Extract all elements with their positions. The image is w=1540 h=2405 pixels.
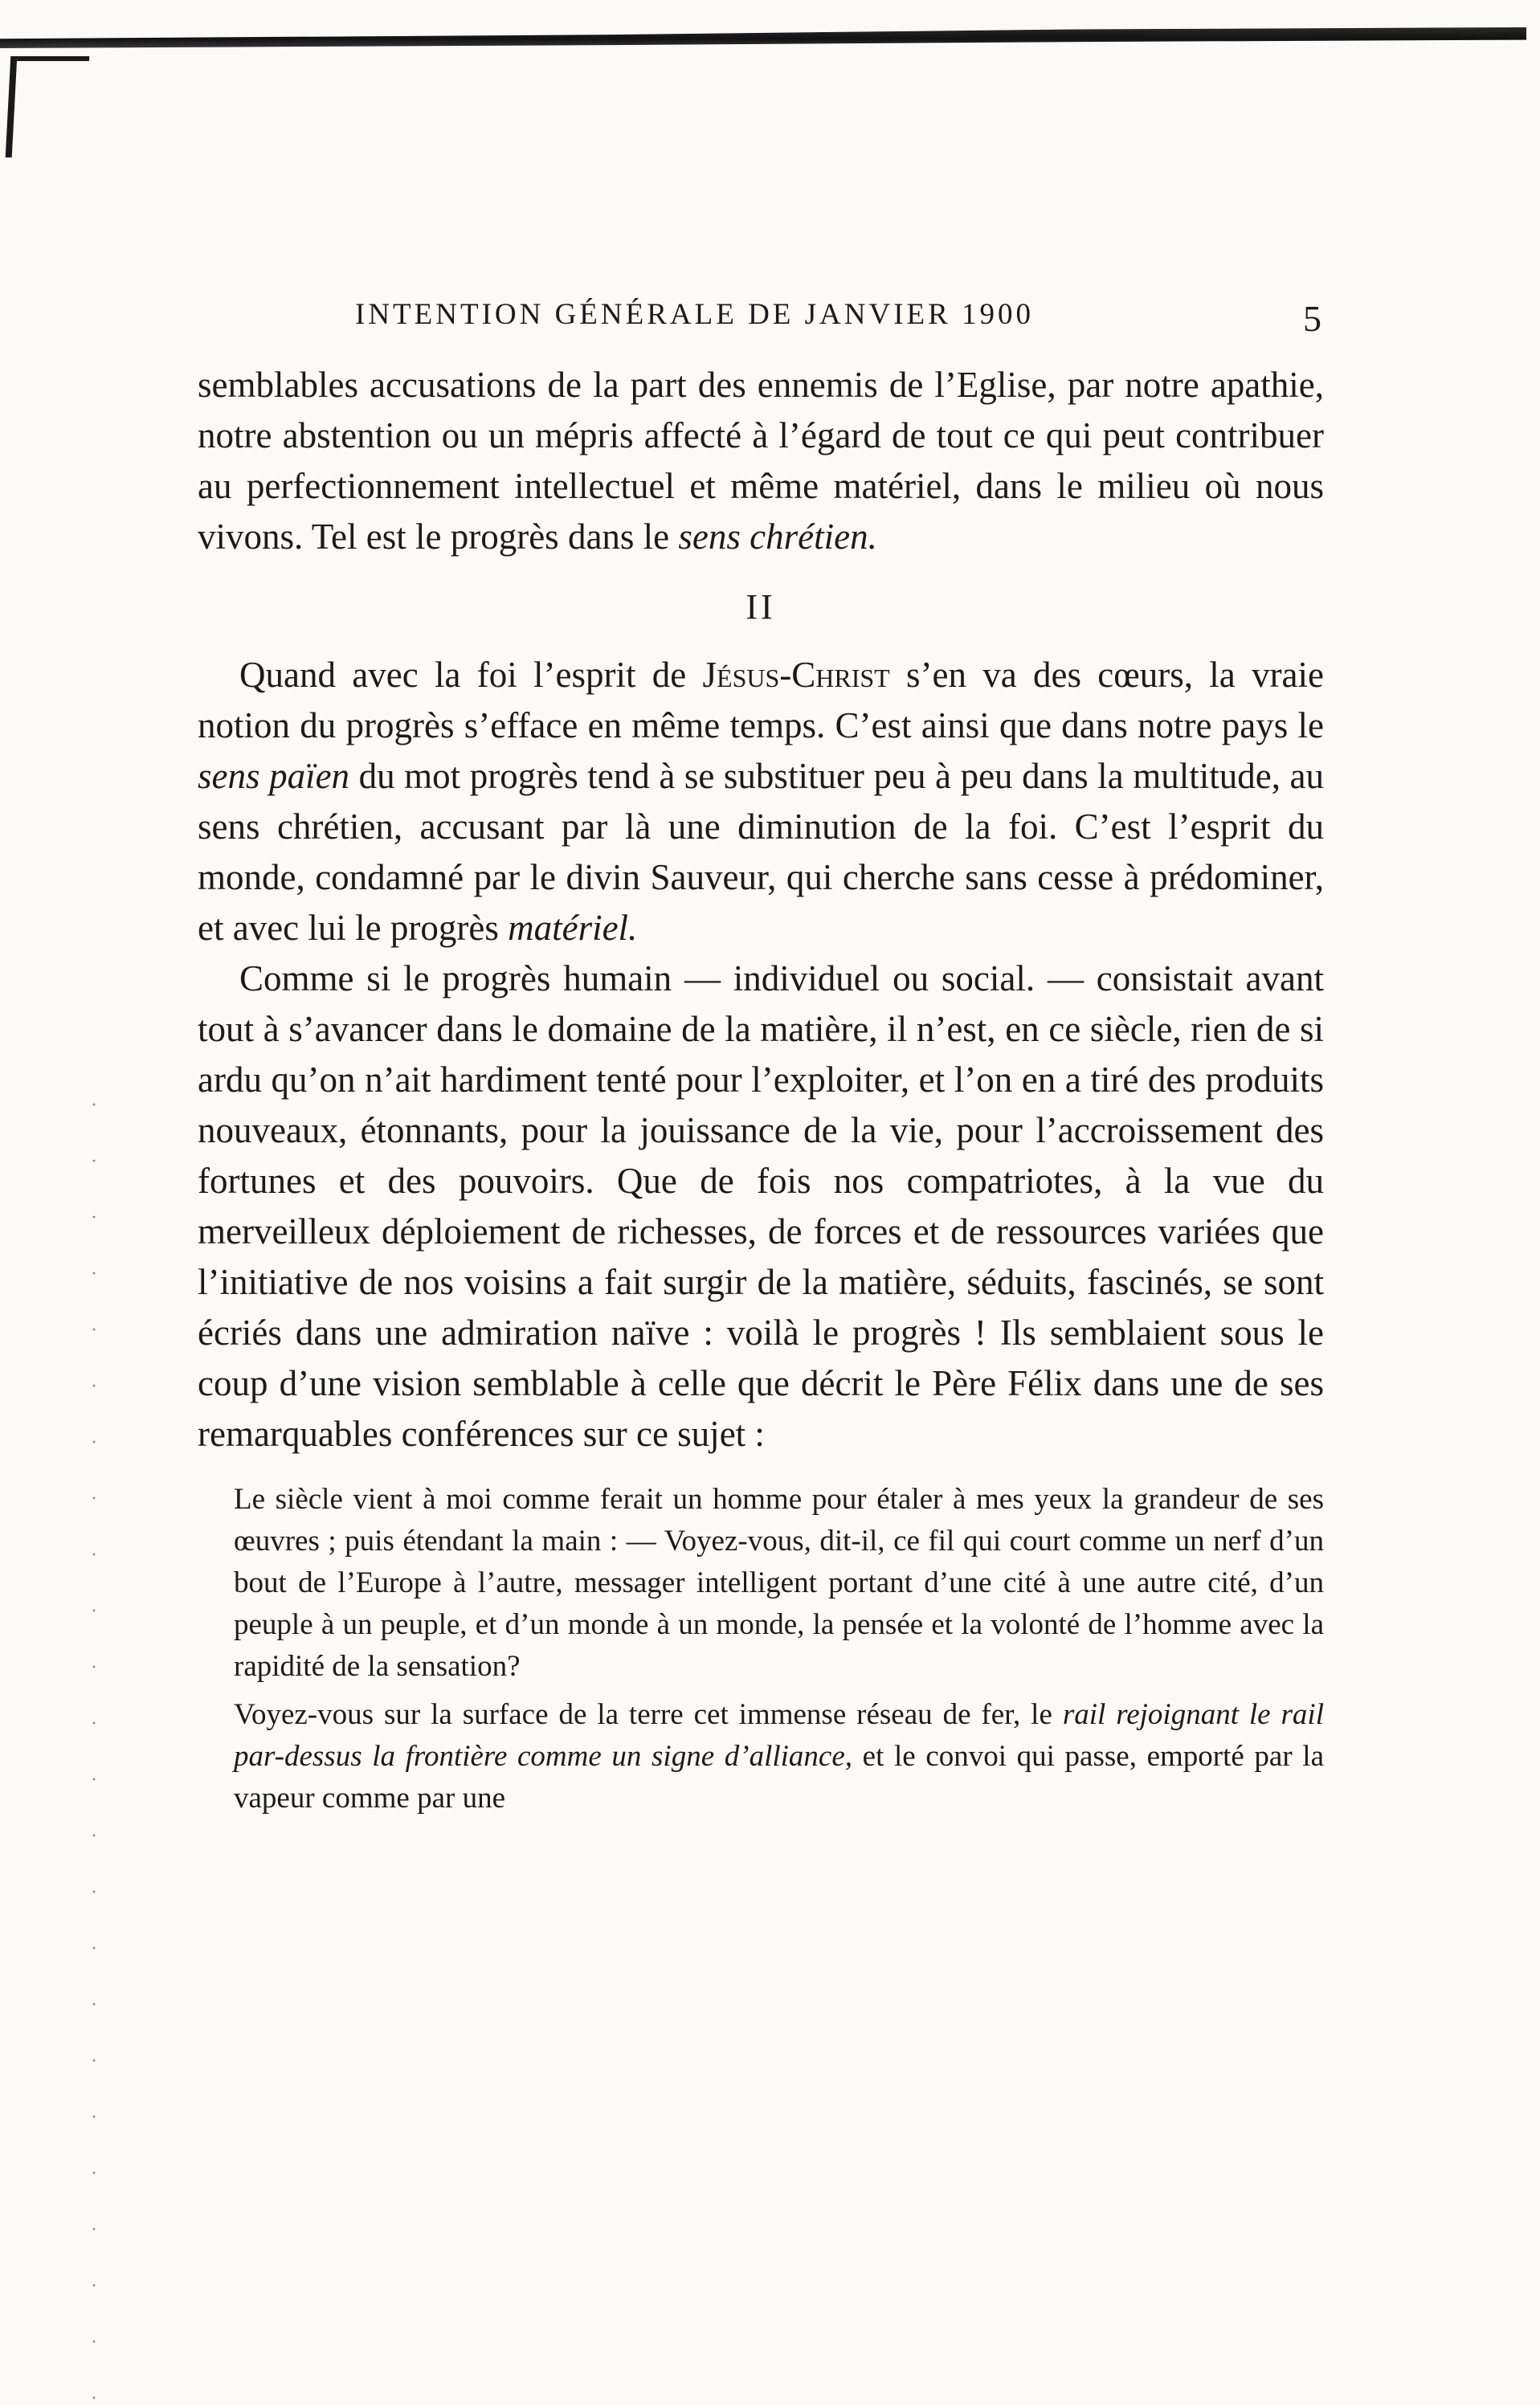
paragraph-2-text-b: s’en va des cœurs, la vraie notion du progrès s’efface en même temps. C’est ainsi que dans notre pays le	[198, 655, 1325, 745]
block-quote	[198, 1479, 1324, 1819]
paragraph-3: Comme si le progrès humain — individuel ou social. — consistait avant tout à s’avancer dans le domaine de la matière, il n’est, en ce siècle, rien de si ardu qu’on n’ait hardiment tenté pour l’exploiter, et l’on en a tiré des produits nouveaux, étonnants, pour la jouissance de la vie, pour l’accroissement des fortunes et des pouvoirs. Que de fois nos compatriotes, à la vue du merveilleux déploiement de richesses, de forces et de ressources variées que l’initiative de nos voisins a fait surgir de la matière, séduits, fascinés, se sont écriés dans une admiration naïve : voilà le progrès ! Ils semblaient sous le coup d’une vision semblable à celle que décrit le Père Félix dans une de ses remarquables conférences sur ce sujet :	[198, 958, 1324, 1454]
page-number: 5	[1303, 298, 1324, 339]
paragraph-2-italic-2: matériel.	[508, 908, 638, 948]
paragraph-1-text: semblables accusations de la part des ennemis de l’Eglise, par notre apathie, notre abstention ou un mépris affecté à l’égard de tout ce qui peut contribuer au perfectionnement intellectuel et même matériel, dans le milieu où nous vivons. Tel est le progrès dans le	[198, 365, 1324, 557]
book-page	[198, 297, 1324, 1819]
running-title: INTENTION GÉNÉRALE DE JANVIER 1900	[355, 298, 1035, 331]
section-number: II	[745, 587, 776, 627]
scan-top-rule	[0, 27, 1526, 48]
quote-paragraph-1: Le siècle vient à moi comme ferait un homme pour étaler à mes yeux la grandeur de ses œuvres ; puis étendant la main : — Voyez-vous, dit-il, ce fil qui court comme un nerf d’un bout de l’Europe à l’autre, messager intelligent portant d’une cité à une autre cité, d’un peuple à un peuple, et d’un monde à un monde, la pensée et la volonté de l’homme avec la rapidité de la sensation?	[234, 1483, 1324, 1683]
paragraph-2-italic: sens païen	[198, 756, 350, 796]
scan-corner-mark	[6, 56, 90, 157]
paragraph-1-italic: sens chrétien.	[678, 517, 877, 557]
quote-paragraph-2-text-b: et le convoi qui passe, emporté par la vapeur comme par une	[234, 1740, 1324, 1815]
quote-paragraph-2-italic: rail rejoignant le rail par-dessus la frontière comme un signe d’alliance,	[234, 1698, 1324, 1773]
quote-paragraph-2-text-a: Voyez-vous sur la surface de la terre cet immense réseau de fer, le	[234, 1698, 1063, 1731]
body-text	[198, 360, 1324, 1460]
paragraph-2	[198, 650, 1324, 953]
scan-margin-specks	[90, 1076, 98, 2402]
paragraph-2-name: Jésus-Christ	[702, 655, 890, 695]
paragraph-2-text-a: Quand avec la foi l’esprit de	[239, 655, 703, 695]
paragraph-2-text-c: du mot progrès tend à se substituer peu à peu dans la multitude, au sens chrétien, accusant par là une diminution de la foi. C’est l’esprit du monde, condamné par le divin Sauveur, qui cherche sans cesse à prédominer, et avec lui le progrès	[198, 756, 1324, 948]
paragraph-1	[198, 360, 1324, 562]
quote-paragraph-2	[234, 1694, 1324, 1819]
running-head	[198, 297, 1324, 345]
